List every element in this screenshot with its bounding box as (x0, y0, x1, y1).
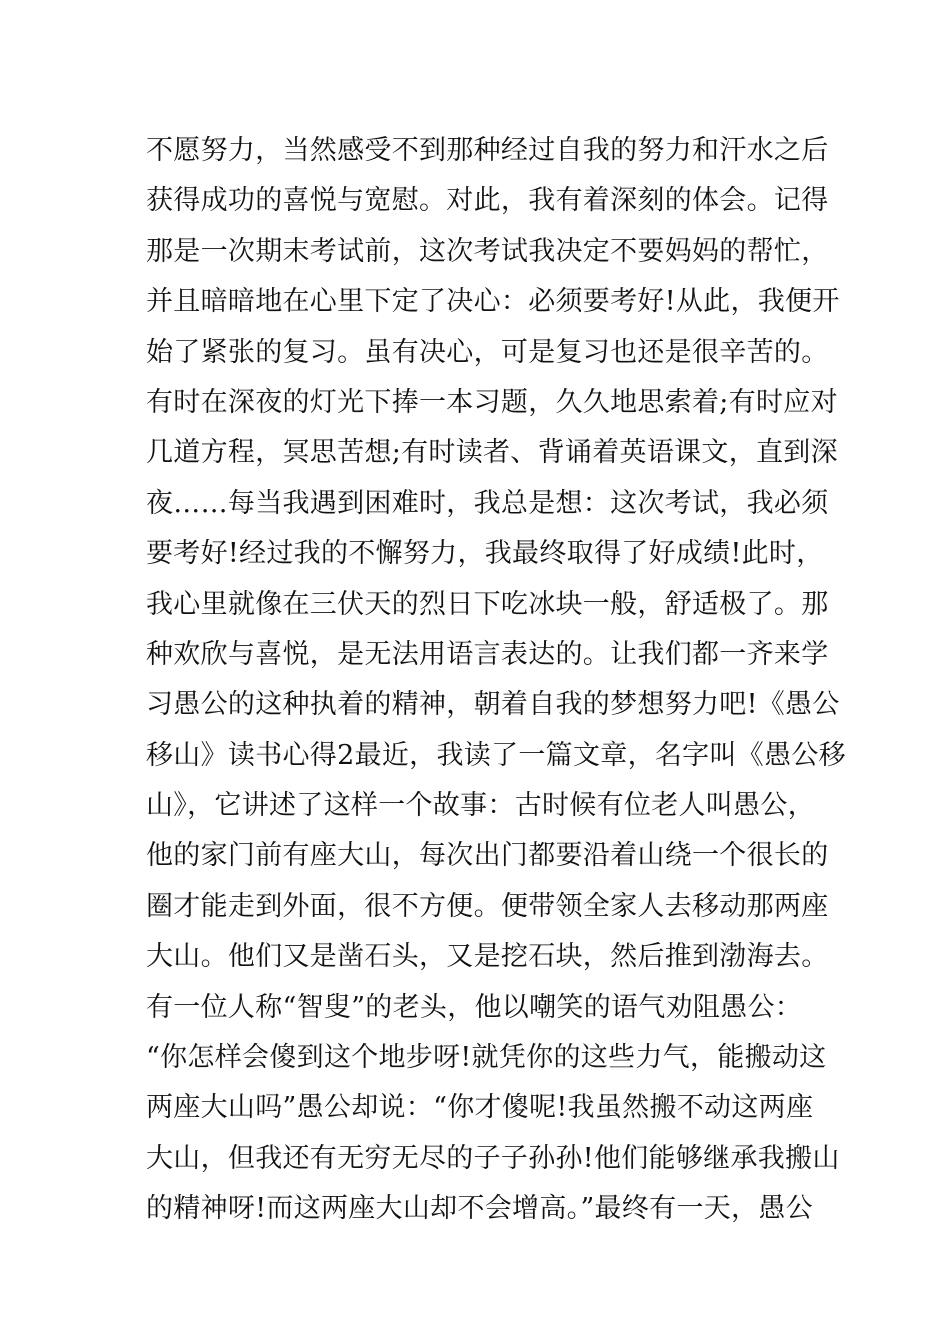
text-line-16: 圈才能走到外面，很不方便。便带领全家人去移动那两座 (146, 890, 829, 922)
text-line-8: 夜……每当我遇到困难时，我总是想：这次考试，我必须 (146, 487, 829, 519)
text-line-13: 移山》读书心得2最近，我读了一篇文章，名字叫《愚公移 (146, 739, 846, 771)
text-line-15: 他的家门前有座大山，每次出门都要沿着山绕一个很长的 (146, 840, 829, 872)
body-text (146, 126, 846, 1235)
text-line-7: 几道方程，冥思苦想;有时读者、背诵着英语课文，直到深 (146, 437, 838, 469)
text-line-6: 有时在深夜的灯光下捧一本习题，久久地思索着;有时应对 (146, 386, 838, 418)
text-line-18: 有一位人称“智叟”的老头，他以嘲笑的语气劝阻愚公： (146, 991, 803, 1023)
text-line-4: 并且暗暗地在心里下定了决心：必须要考好!从此，我便开 (146, 286, 840, 318)
text-line-14: 山》，它讲述了这样一个故事：古时候有位老人叫愚公， (146, 790, 815, 822)
text-line-17: 大山。他们又是凿石头，又是挖石块，然后推到渤海去。 (146, 941, 829, 973)
text-line-19: “你怎样会傻到这个地步呀!就凭你的这些力气，能搬动这 (146, 1042, 827, 1074)
text-line-1: 不愿努力，当然感受不到那种经过自我的努力和汗水之后 (146, 135, 829, 166)
text-line-12: 习愚公的这种执着的精神，朝着自我的梦想努力吧!《愚公 (146, 689, 840, 721)
text-line-22: 的精神呀!而这两座大山却不会增高。”最终有一天，愚公 (146, 1193, 813, 1225)
text-line-2: 获得成功的喜悦与宽慰。对此，我有着深刻的体会。记得 (146, 185, 829, 217)
text-line-9: 要考好!经过我的不懈努力，我最终取得了好成绩!此时， (146, 538, 824, 570)
text-line-3: 那是一次期末考试前，这次考试我决定不要妈妈的帮忙， (146, 235, 829, 267)
text-line-11: 种欢欣与喜悦，是无法用语言表达的。让我们都一齐来学 (146, 638, 829, 670)
text-line-5: 始了紧张的复习。虽有决心，可是复习也还是很辛苦的。 (146, 336, 829, 368)
text-line-20: 两座大山吗”愚公却说：“你才傻呢!我虽然搬不动这两座 (146, 1092, 814, 1124)
text-line-10: 我心里就像在三伏天的烈日下吃冰块一般，舒适极了。那 (146, 588, 829, 620)
text-line-21: 大山，但我还有无穷无尽的子子孙孙!他们能够继承我搬山 (146, 1142, 840, 1174)
